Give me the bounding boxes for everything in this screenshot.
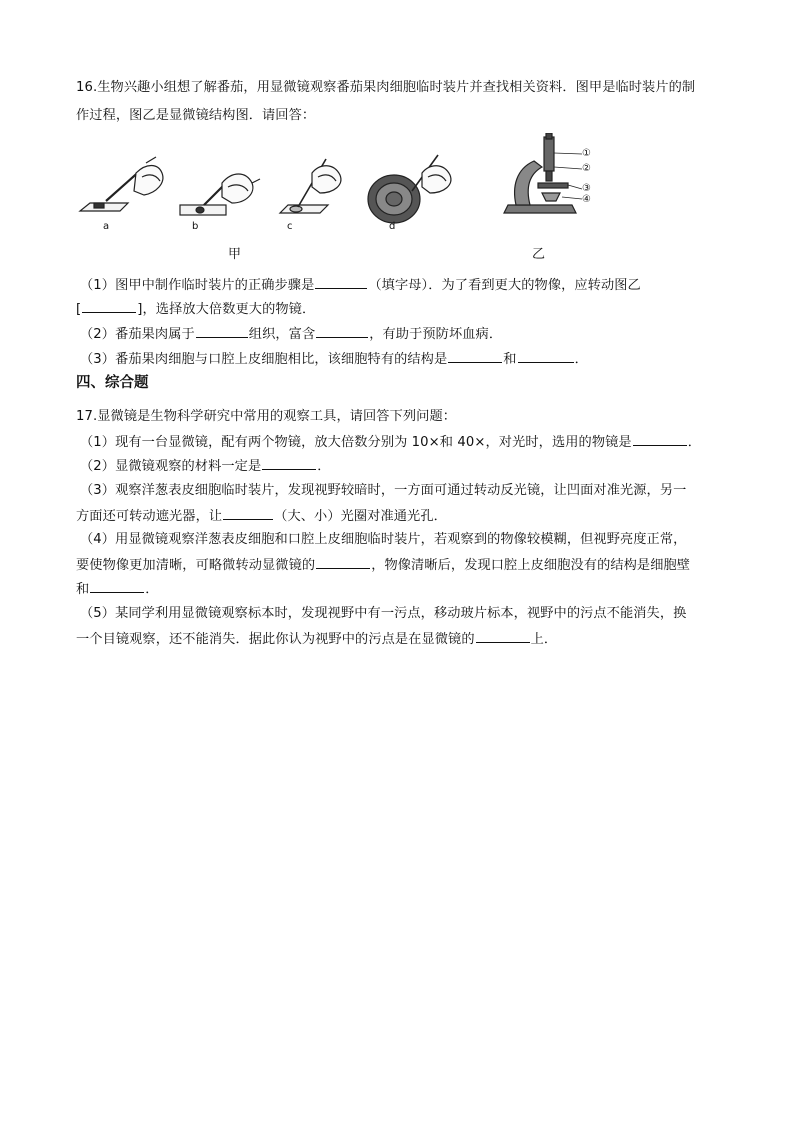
q16-part-1-line-2 — [76, 300, 315, 319]
q16-intro-line-2: 作过程，图乙是显微镜结构图．请回答： — [76, 108, 316, 123]
q16-p2-text-a: （2）番茄果肉属于 — [80, 327, 195, 342]
q17-part-3-line-1: （3）观察洋葱表皮细胞临时装片，发现视野较暗时，一方面可通过转动反光镜，让凹面对准光源，另一 — [80, 483, 687, 498]
answer-blank[interactable] — [448, 350, 502, 363]
q16-p1-text-c: [ — [76, 302, 82, 317]
q16-figure — [76, 133, 616, 263]
microscope-marker-3: ③ — [582, 183, 591, 194]
answer-blank[interactable] — [82, 300, 136, 313]
q17-intro: 17.显微镜是生物科学研究中常用的观察工具，请回答下列问题： — [76, 409, 457, 424]
q17-p4-text-d: 和 — [76, 582, 90, 597]
q17-part-1 — [80, 433, 701, 452]
answer-blank[interactable] — [90, 580, 144, 593]
answer-blank[interactable] — [316, 556, 370, 569]
answer-blank[interactable] — [223, 507, 273, 520]
answer-blank[interactable] — [196, 325, 248, 338]
q16-part-3 — [80, 350, 588, 369]
q17-part-3-line-2 — [76, 507, 447, 526]
q17-p4-text-c: ，物像清晰后，发现口腔上皮细胞没有的结构是细胞壁 — [371, 558, 691, 573]
step-label-c: c — [287, 221, 293, 232]
q17-part-5-line-1: （5）某同学利用显微镜观察标本时，发现视野中有一污点，移动玻片标本，视野中的污点不能消失，换 — [80, 606, 687, 621]
q16-p3-text-b: 和 — [503, 352, 517, 367]
answer-blank[interactable] — [316, 325, 368, 338]
answer-blank[interactable] — [633, 433, 687, 446]
q17-p4-text-e: ． — [145, 582, 159, 597]
step-a-illustration — [80, 157, 163, 211]
q17-p1-text-a: （1）现有一台显微镜，配有两个物镜，放大倍数分别为 10×和 40×，对光时，选用的物镜是 — [80, 435, 632, 450]
answer-blank[interactable] — [262, 457, 316, 470]
microscope-marker-2: ② — [582, 163, 591, 174]
microscope-marker-1: ① — [582, 148, 591, 159]
microscope-marker-4: ④ — [582, 194, 591, 205]
section-heading: 四、综合题 — [76, 375, 149, 391]
q17-part-2 — [80, 457, 331, 476]
q16-part-1-line-1 — [80, 276, 641, 295]
microscope-illustration — [504, 133, 582, 213]
step-label-d: d — [389, 221, 396, 232]
step-label-b: b — [192, 221, 199, 232]
q17-p1-text-b: ． — [687, 435, 701, 450]
step-label-a: a — [103, 221, 110, 232]
q17-part-5-line-2 — [76, 630, 557, 649]
step-c-illustration — [280, 159, 341, 213]
q16-p3-text-a: （3）番茄果肉细胞与口腔上皮细胞相比，该细胞特有的结构是 — [80, 352, 448, 367]
answer-blank[interactable] — [476, 630, 530, 643]
q17-p2-text-b: ． — [317, 459, 331, 474]
step-b-illustration — [180, 174, 260, 215]
caption-jia: 甲 — [228, 247, 242, 262]
q17-p5-text-b: 一个目镜观察，还不能消失．据此你认为视野中的污点是在显微镜的 — [76, 632, 475, 647]
q16-part-2 — [80, 325, 502, 344]
q16-p1-text-b: （填字母）．为了看到更大的物像，应转动图乙 — [368, 278, 641, 293]
q17-p4-text-b: 要使物像更加清晰，可略微转动显微镜的 — [76, 558, 316, 573]
q17-p3-text-c: （大、小）光圈对准通光孔． — [274, 509, 447, 524]
q16-intro-line-1: 16.生物兴趣小组想了解番茄，用显微镜观察番茄果肉细胞临时装片并查找相关资料．图甲是临时装片的制 — [76, 80, 696, 95]
q16-p2-text-c: ，有助于预防坏血病． — [369, 327, 503, 342]
q17-p5-text-c: 上． — [530, 632, 558, 647]
q16-p1-text-d: ]，选择放大倍数更大的物镜． — [137, 302, 316, 317]
q17-part-4-line-1: （4）用显微镜观察洋葱表皮细胞和口腔上皮细胞临时装片，若观察到的物像较模糊，但视野亮度正常， — [80, 532, 687, 547]
q16-p3-text-c: ． — [574, 352, 588, 367]
step-d-illustration — [368, 155, 451, 223]
answer-blank[interactable] — [315, 276, 367, 289]
q16-p2-text-b: 组织，富含 — [248, 327, 316, 342]
q17-p2-text-a: （2）显微镜观察的材料一定是 — [80, 459, 262, 474]
q17-p3-text-b: 方面还可转动遮光器，让 — [76, 509, 223, 524]
caption-yi: 乙 — [532, 247, 546, 262]
q16-p1-text-a: （1）图甲中制作临时装片的正确步骤是 — [80, 278, 315, 293]
answer-blank[interactable] — [518, 350, 574, 363]
q17-part-4-line-3 — [76, 580, 159, 599]
q17-part-4-line-2 — [76, 556, 690, 575]
